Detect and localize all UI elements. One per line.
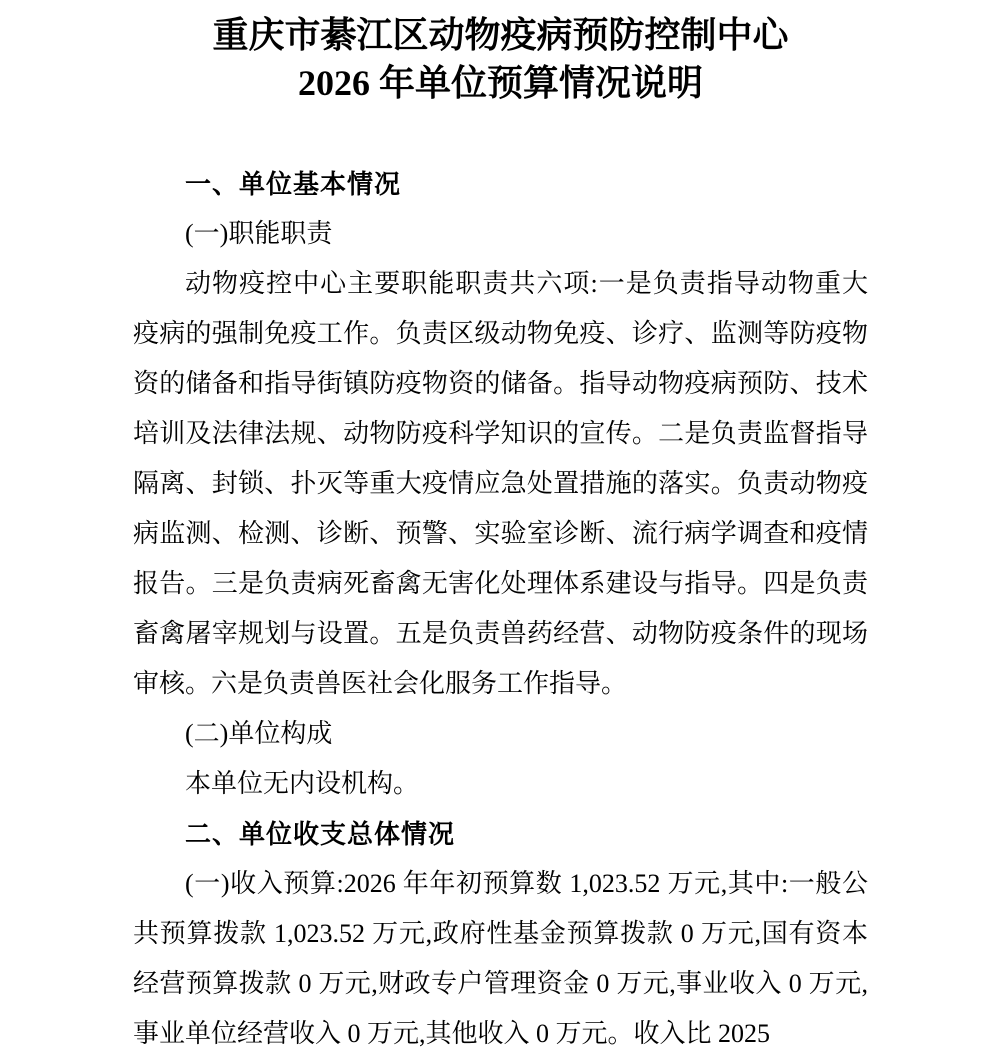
document-title (133, 11, 868, 107)
paragraph-structure: 本单位无内设机构。 (185, 769, 420, 798)
subsection-heading-duties: (一)职能职责 (185, 219, 333, 248)
document-title-line1: 重庆市綦江区动物疫病预防控制中心 (212, 15, 789, 55)
section-heading-basic-info: 一、单位基本情况 (185, 169, 402, 199)
section-heading-budget-overview: 二、单位收支总体情况 (185, 819, 456, 849)
paragraph-income-budget: (一)收入预算:2026 年年初预算数 1,023.52 万元,其中:一般公共预算拨款 1,023.52 万元,政府性基金预算拨款 0 万元,国有资本经营预算拨款 0 万元,财政专户管理资金 0 万元,事业收入 0 万元,事业单位经营收入 0 万元,其他收入 0 万元。收入比 2025 (133, 869, 868, 1048)
paragraph-duties: 动物疫控中心主要职能职责共六项:一是负责指导动物重大疫病的强制免疫工作。负责区级动物免疫、诊疗、监测等防疫物资的储备和指导街镇防疫物资的储备。指导动物疫病预防、技术培训及法律法规、动物防疫科学知识的宣传。二是负责监督指导隔离、封锁、扑灭等重大疫情应急处置措施的落实。负责动物疫病监测、检测、诊断、预警、实验室诊断、流行病学调查和疫情报告。三是负责病死畜禽无害化处理体系建设与指导。四是负责畜禽屠宰规划与设置。五是负责兽药经营、动物防疫条件的现场审核。六是负责兽医社会化服务工作指导。 (133, 269, 868, 698)
document-body (133, 159, 868, 1059)
document-title-line2: 2026 年单位预算情况说明 (297, 63, 703, 103)
subsection-heading-structure: (二)单位构成 (185, 719, 333, 748)
